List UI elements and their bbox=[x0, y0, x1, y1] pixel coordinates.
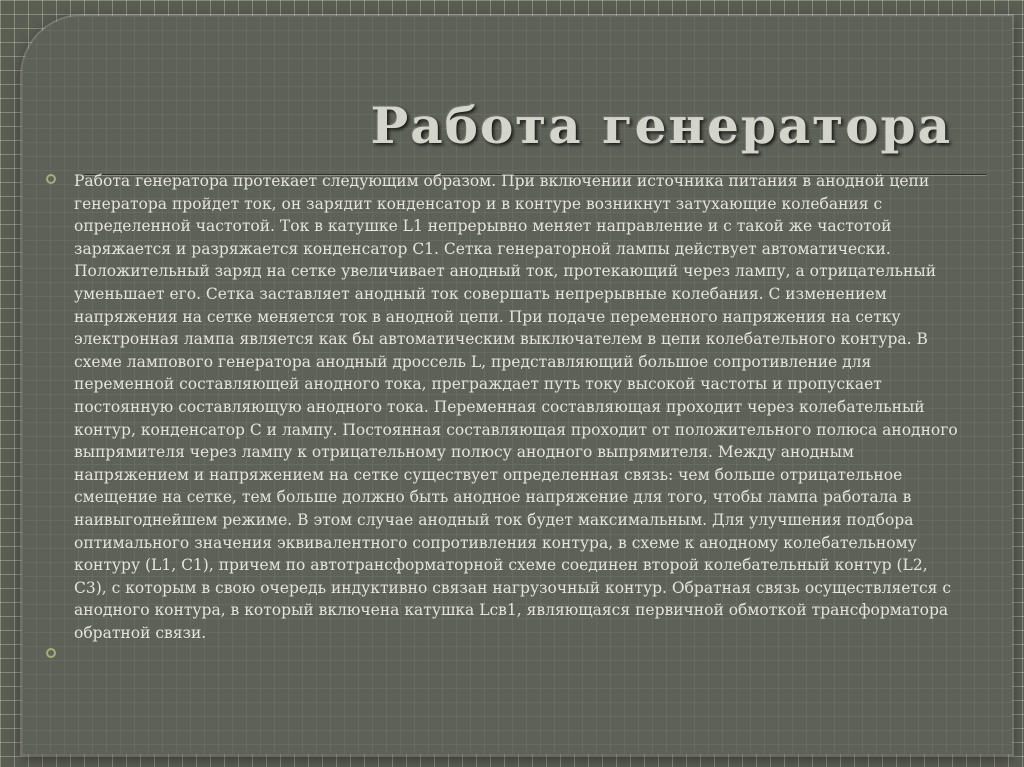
content-list bbox=[42, 170, 962, 670]
slide-title: Работа генератора bbox=[370, 96, 952, 155]
list-item-empty bbox=[42, 644, 962, 670]
paragraph-text: Работа генератора протекает следующим образом. При включении источника питания в анодной цепи генератора пройдет ток, он зарядит конденсатор и в контуре возникнут затухающие колебания с определенной частотой. Ток в катушке L1 непрерывно меняет направление и с такой же частотой заряжается и разряжается конденсатор C1. Сетка генераторной лампы действует автоматически. Положительный заряд на сетке увеличивает анодный ток, протекающий через лампу, а отрицательный уменьшает его. Сетка заставляет анодный ток совершать непрерывные колебания. С изменением напряжения на сетке меняется ток в анодной цепи. При подаче переменного напряжения на сетку электронная лампа является как бы автоматическим выключателем в цепи колебательного контура. В схеме лампового генератора анодный дроссель L, представляющий большое сопротивление для переменной составляющей анодного тока, преграждает путь току высокой частоты и пропускает постоянную составляющую анодного тока. Переменная составляющая проходит через колебательный контур, конденсатор C и лампу. Постоянная составляющая проходит от положительного полюса анодного выпрямителя через лампу к отрицательному полюсу анодного выпрямителя. Между анодным напряжением и напряжением на сетке существует определенная связь: чем больше отрицательное смещение на сетке, тем больше должно быть анодное напряжение для того, чтобы лампа работала в наивыгоднейшем режиме. В этом случае анодный ток будет максимальным. Для улучшения подбора оптимального значения эквивалентного сопротивления контура, в схеме к анодному колебательному контуру (L1, C1), причем по автотрансформаторной схеме соединен второй колебательный контур (L2, C3), с которым в свою очередь индуктивно связан нагрузочный контур. Обратная связь осуществляется с анодного контура, в который включена катушка Lсв1, являющаяся первичной обмоткой трансформатора обратной связи. bbox=[74, 172, 958, 642]
circle-bullet-icon bbox=[46, 174, 56, 184]
circle-bullet-icon bbox=[46, 648, 56, 658]
list-item bbox=[42, 170, 962, 644]
